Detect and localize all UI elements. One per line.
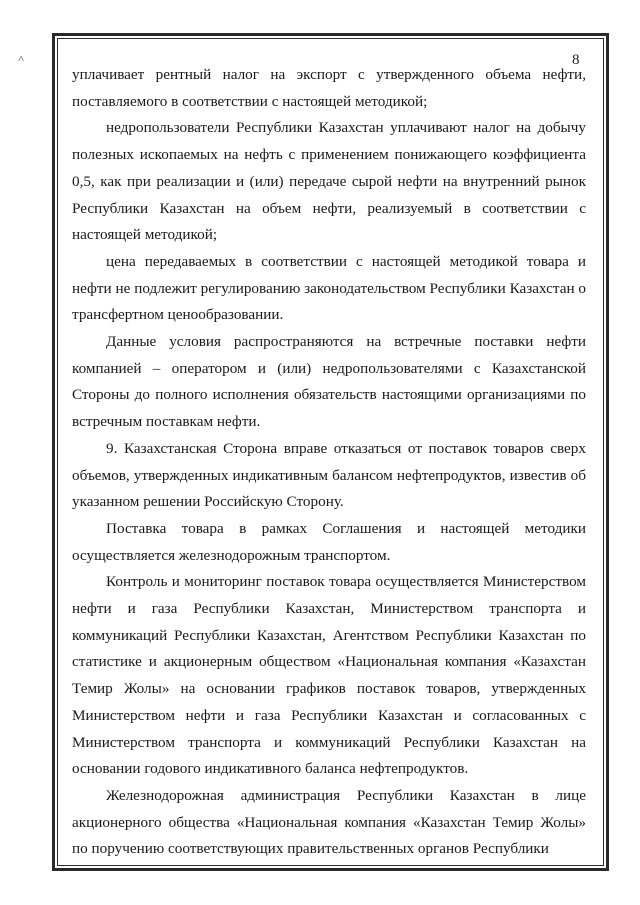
page-number: 8: [572, 52, 580, 68]
paragraph-3: цена передаваемых в соответствии с настоящей методикой товара и нефти не подлежит регулированию законодательством Республики Казахстан о трансфертном ценообразовании.: [72, 252, 586, 324]
document-body: [72, 62, 586, 863]
paragraph-6: Поставка товара в рамках Соглашения и настоящей методики осуществляется железнодорожным транспортом.: [72, 519, 586, 564]
paragraph-1: уплачивает рентный налог на экспорт с утвержденного объема нефти, поставляемого в соответствии с настоящей методикой;: [72, 66, 586, 110]
paragraph-5: 9. Казахстанская Сторона вправе отказаться от поставок товаров сверх объемов, утвержденных индикативным балансом нефтепродуктов, известив об указанном решении Российскую Сторону.: [72, 439, 586, 511]
paragraph-4: Данные условия распространяются на встречные поставки нефти компанией – оператором и (или) недропользователями с Казахстанской Стороны до полного исполнения обязательств настоящими организациями по встречным поставкам нефти.: [72, 333, 586, 431]
paragraph-8: Железнодорожная администрация Республики Казахстан в лице акционерного общества «Национальная компания «Казахстан Темир Жолы» по поручению соответствующих правительственных органов Республики: [72, 786, 586, 858]
paragraph-2: недропользователи Республики Казахстан уплачивают налог на добычу полезных ископаемых на нефть с применением понижающего коэффициента 0,5, как при реализации и (или) передаче сырой нефти на внутренний рынок Республики Казахстан на объем нефти, реализуемый в соответствии с настоящей методикой;: [72, 119, 586, 244]
corner-mark: ˄: [18, 53, 25, 65]
paragraph-7: Контроль и мониторинг поставок товара осуществляется Министерством нефти и газа Республики Казахстан, Министерством транспорта и коммуникаций Республики Казахстан, Агентством Республики Казахстан по статистике и акционерным обществом «Национальная компания «Казахстан Темир Жолы» на основании графиков поставок товаров, утвержденных Министерством нефти и газа Республики Казахстан и согласованных с Министерством транспорта и коммуникаций Республики Казахстан на основании годового индикативного баланса нефтепродуктов.: [72, 573, 586, 778]
